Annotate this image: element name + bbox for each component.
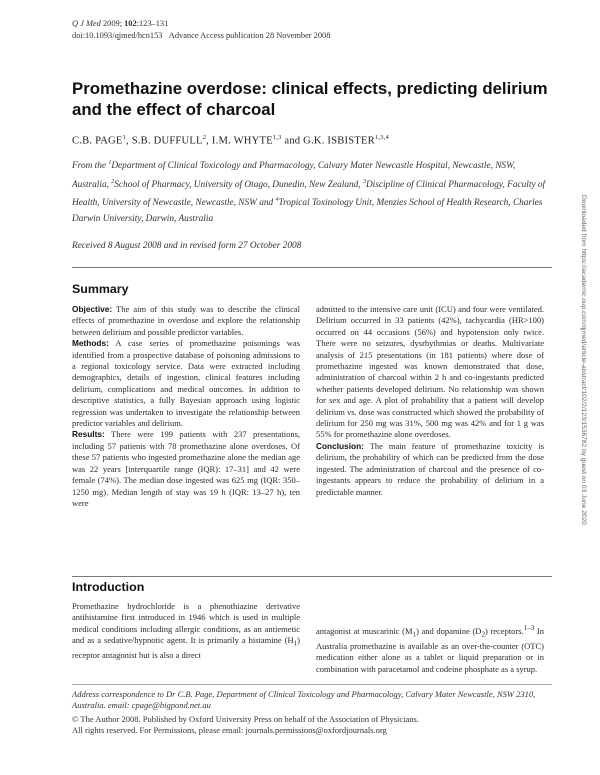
conclusion-text: The main feature of promethazine toxicity is delirium, the probability of which can be predicted from the dose ingested. The administration of charcoal and the presence of co-ingestants appears to reduce the probability of delirium in a predictable manner. [316, 440, 544, 497]
methods-text: A case series of promethazine poisonings was identified from a prospective database of poisoning admissions to a regional toxicology service. Data were extracted including demographics, details of ingestion, clinical features including delirium, complications and medical outcomes. In addition to descriptive statistics, a fully Bayesian approach using logistic regression was undertaken to investigate the relationship between predictor variables and delirium. [72, 338, 300, 429]
intro-text-f: In Australia promethazine is available as an over-the-counter (OTC) medication either alone as a tablet or liquid preparation or in combination with paracetamol and codeine phosphate as a syrup. [316, 625, 544, 674]
affiliation-text: Tropical Toxinology Unit, Menzies School of Health Research, Charles Darwin University, Darwin, Australia [72, 198, 543, 224]
received-dates: Received 8 August 2008 and in revised form 27 October 2008 [72, 241, 302, 251]
affiliation-text: School of Pharmacy, University of Otago, Dunedin, New Zealand, [114, 179, 363, 190]
conclusion-label: Conclusion: [316, 440, 364, 451]
summary-heading: Summary [72, 282, 129, 296]
affiliation-mark: 1 [108, 160, 112, 166]
results-label: Results: [72, 429, 105, 440]
intro-text-d: ) and dopamine (D [416, 625, 482, 636]
journal-citation [72, 18, 492, 30]
journal-header-meta [72, 18, 492, 41]
results-text: There were 199 patients with 237 presentations, including 57 patients with 78 promethazine alone overdoses. Of these 57 patients who ingested promethazine alone the median age was 22 years [interquartile range (IQR): 17–31] and 42 were female (74%). The median dose ingested was 625 mg (IQR: 350–1250 mg). Median length of stay was 19 h (IQR: 13–27 h), ten were [72, 429, 300, 508]
doi[interactable]: doi:10.1093/qjmed/hcn153 [72, 30, 163, 40]
download-watermark: Downloaded from https://academic.oup.com/qjmed/article-abstract/102/2/123/1536782 by guest on 03 June 2020 [580, 195, 587, 525]
copyright-notice [72, 714, 552, 736]
summary-conclusion [316, 441, 544, 498]
journal-name: Q J Med [72, 19, 101, 28]
author-separator: and [281, 135, 304, 147]
author-name: S.B. DUFFULL [131, 135, 203, 147]
summary-results-continued: admitted to the intensive care unit (ICU) and four were ventilated. Delirium occurred in 33 patients (42%), tachycardia (HR>100) occurred on 44 occasions (56%) and hypotension only twice. There were no seizures, dysrhythmias or deaths. Multivariate analysis of 215 presentations (in 181 patients) where dose of promethazine ingested was known demonstrated that dose, administration of charcoal within 2 h and co-ingestants predicted whether patients developed delirium. No relationship was shown for sex and age. A plot of probability that a patient will develop delirium vs. dose was constructed which showed the probability of delirium for 250 mg was 31%, 500 mg was 42% and for 1 g was 55% for promethazine alone overdoses. [316, 304, 544, 440]
journal-pages: :123–131 [136, 19, 169, 28]
summary-bottom-rule [72, 576, 552, 577]
intro-text-c: antagonist at muscarinic (M [316, 625, 413, 636]
affiliations [72, 156, 550, 227]
advance-access-note: Advance Access publication 28 November 2008 [168, 30, 331, 40]
footer-rule [72, 684, 552, 685]
author-name: G.K. ISBISTER [303, 135, 375, 147]
introduction-heading: Introduction [72, 580, 145, 594]
author-list [72, 134, 552, 147]
summary-column-left [72, 304, 300, 509]
article-title: Promethazine overdose: clinical effects, predicting delirium and the effect of charcoal [72, 79, 548, 119]
author-separator: , [206, 135, 212, 147]
objective-text: The aim of this study was to describe the clinical effects of promethazine in overdose and explore the relationship between delirium and possible predictor variables. [72, 304, 300, 337]
introduction-paragraph [72, 601, 300, 662]
affiliation-mark: 3 [362, 178, 366, 185]
introduction-column-right [316, 623, 544, 675]
affiliation-prefix: From the [72, 161, 109, 172]
author-separator: , [126, 135, 132, 147]
author-affiliation-mark: 1 [122, 134, 127, 141]
affiliation-text: Discipline of Clinical Pharmacology, Faculty of Health, University of Newcastle, Newcastle, NSW and [72, 179, 546, 209]
affiliation-text: Department of Clinical Toxicology and Pharmacology, Calvary Mater Newcastle Hospital, Newcastle, NSW, Australia, [72, 161, 516, 190]
intro-subscript: 1 [412, 630, 417, 639]
summary-objective [72, 304, 300, 338]
methods-label: Methods: [72, 338, 109, 349]
author-affiliation-mark: 2 [202, 134, 207, 141]
journal-volume: 102 [124, 19, 137, 28]
summary-column-right [316, 304, 544, 498]
author-affiliation-mark: 1,3 [272, 134, 282, 141]
introduction-column-left [72, 601, 300, 662]
intro-subscript: 1 [293, 639, 298, 648]
summary-methods [72, 338, 300, 429]
citation-superscript[interactable]: 1–3 [523, 624, 535, 632]
doi-line [72, 30, 492, 42]
author-affiliation-mark: 1,3,4 [374, 134, 389, 141]
author-name: C.B. PAGE [72, 135, 123, 147]
introduction-paragraph-continued [316, 623, 544, 675]
permissions-line: All rights reserved. For Permissions, please email: journals.permissions@oxfordjournals.org [72, 725, 387, 736]
copyright-line: © The Author 2008. Published by Oxford University Press on behalf of the Association of Physicians. [72, 714, 419, 724]
intro-text-e: ) receptors. [485, 625, 524, 636]
summary-top-rule [72, 267, 552, 268]
affiliation-mark: 2 [111, 178, 115, 185]
correspondence-address: Address correspondence to Dr C.B. Page, Department of Clinical Toxicology and Pharmacology, Calvary Mater Newcastle, NSW 2310, Australia. email: cpage@bigpond.net.au [72, 689, 536, 711]
objective-label: Objective: [72, 304, 113, 314]
intro-text-a: Promethazine hydrochloride is a phenothiazine derivative antihistamine first introduced in 1946 which is used in multiple medical conditions including allergic conditions, as an antiemetic and as a sedative/hypnotic agent. It is primarily a histamine (H [72, 601, 300, 646]
intro-text-b: ) receptor antagonist but is also a direct [72, 635, 300, 661]
intro-subscript: 2 [481, 630, 485, 639]
author-name: I.M. WHYTE [211, 135, 273, 147]
affiliation-mark: 4 [275, 197, 279, 203]
summary-results [72, 429, 300, 509]
journal-year: 2009; [102, 19, 125, 28]
